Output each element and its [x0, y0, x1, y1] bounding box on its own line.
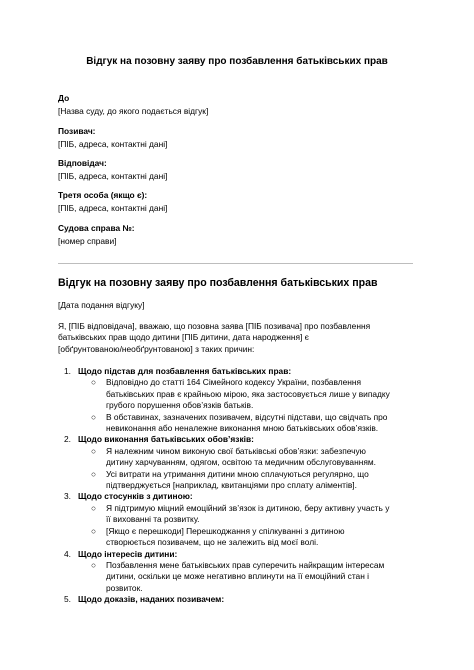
intro-line: батьківських прав щодо дитини [ПІБ дитини, дата народження] є: [58, 332, 309, 343]
field-label: До: [58, 93, 70, 103]
reason-item: [58, 491, 418, 548]
field-plaintiff: [58, 125, 167, 151]
reason-number: 1.: [64, 366, 71, 376]
point-line: дитину харчуванням, одягом, освітою та медичним обслуговуванням.: [106, 457, 376, 468]
field-label: Третя особа (якщо є):: [58, 190, 148, 200]
field-value: [ПІБ, адреса, контактні дані]: [58, 139, 168, 149]
field-label: Позивач:: [58, 126, 96, 136]
bullet-icon: ○: [91, 559, 97, 570]
point-line: створюється позивачем, що не залежить від моєї волі.: [106, 537, 319, 548]
point-line: розвиток.: [106, 582, 143, 593]
point-line: дитини, оскільки це може негативно вплинути на її емоційний стан і: [106, 571, 370, 582]
intro-line: Я, [ПІБ відповідача], вважаю, що позовна заява [ПІБ позивача] про позбавлення: [58, 321, 371, 331]
point-line: [Якщо є перешкоди] Перешкоджання у спілкуванні з дитиною: [106, 525, 345, 536]
point-line: В обставинах, зазначених позивачем, відсутні підстави, що свідчать про: [106, 411, 388, 422]
reason-number: 5.: [64, 594, 71, 605]
reason-points: [78, 446, 418, 492]
reason-point: [78, 469, 418, 492]
reason-points: [78, 560, 418, 594]
field-label: Судова справа №:: [58, 223, 135, 233]
field-defendant: [58, 157, 167, 183]
intro-paragraph: [58, 321, 418, 355]
point-line: грубого порушення обов’язків батьків.: [106, 400, 254, 411]
field-value: [Назва суду, до якого подається відгук]: [58, 106, 209, 116]
reason-title: Щодо інтересів дитини:: [78, 548, 178, 559]
point-line: Усі витрати на утримання дитини мною сплачуються регулярно, що: [106, 468, 369, 479]
reasons-list: [58, 366, 418, 606]
reason-number: 2.: [64, 434, 71, 445]
reason-item: [58, 434, 418, 491]
reason-item: [58, 366, 418, 434]
reason-point: [78, 412, 418, 435]
bullet-icon: ○: [91, 468, 97, 479]
reason-number: 4.: [64, 548, 71, 559]
reason-item: [58, 594, 418, 605]
reason-points: [78, 503, 418, 549]
reason-point: [78, 446, 418, 469]
reason-item: [58, 549, 418, 595]
reason-point: [78, 377, 418, 411]
point-line: Позбавлення мене батьківських прав суперечить найкращим інтересам: [106, 559, 385, 570]
field-third-party: [58, 189, 167, 215]
reason-point: [78, 526, 418, 549]
point-line: Відповідно до статті 164 Сімейного кодексу України, позбавлення: [106, 377, 362, 388]
bullet-icon: ○: [91, 411, 97, 422]
reason-title: Щодо підстав для позбавлення батьківських прав:: [78, 366, 292, 376]
field-value: [номер справи]: [58, 236, 117, 246]
reason-point: [78, 503, 418, 526]
intro-line: [обґрунтованою/необґрунтованою] з таких причин:: [58, 343, 255, 354]
reason-points: [78, 377, 418, 434]
field-value: [ПІБ, адреса, контактні дані]: [58, 171, 168, 181]
point-line: Я належним чином виконую свої батьківські обов’язки: забезпечую: [106, 445, 366, 456]
section-title: Відгук на позовну заяву про позбавлення батьківських прав: [58, 277, 378, 289]
reason-point: [78, 560, 418, 594]
field-value: [ПІБ, адреса, контактні дані]: [58, 203, 168, 213]
point-line: батьківських прав є крайньою мірою, яка застосовується лише у випадку: [106, 388, 390, 399]
point-line: підтверджується [наприклад, квитанціями про сплату аліментів].: [106, 480, 357, 491]
point-line: Я підтримую міцний емоційний зв’язок із дитиною, беру активну участь у: [106, 502, 390, 513]
section-divider: [58, 263, 413, 264]
reason-title: Щодо стосунків з дитиною:: [78, 491, 193, 502]
bullet-icon: ○: [91, 445, 97, 456]
point-line: невиконання або неналежне виконання мною батьківських обов’язків.: [106, 423, 379, 434]
reason-title: Щодо виконання батьківських обов’язків:: [78, 434, 254, 445]
bullet-icon: ○: [91, 525, 97, 536]
bullet-icon: ○: [91, 377, 97, 388]
field-case-number: [58, 222, 135, 248]
field-label: Відповідач:: [58, 158, 107, 168]
reason-number: 3.: [64, 491, 71, 502]
submission-date: [Дата подання відгуку]: [58, 300, 145, 310]
field-court: [58, 92, 208, 118]
point-line: її вихованні та розвитку.: [106, 514, 200, 525]
bullet-icon: ○: [91, 502, 97, 513]
document-title: Відгук на позовну заяву про позбавлення батьківських прав: [86, 56, 388, 67]
reason-title: Щодо доказів, наданих позивачем:: [78, 594, 225, 605]
